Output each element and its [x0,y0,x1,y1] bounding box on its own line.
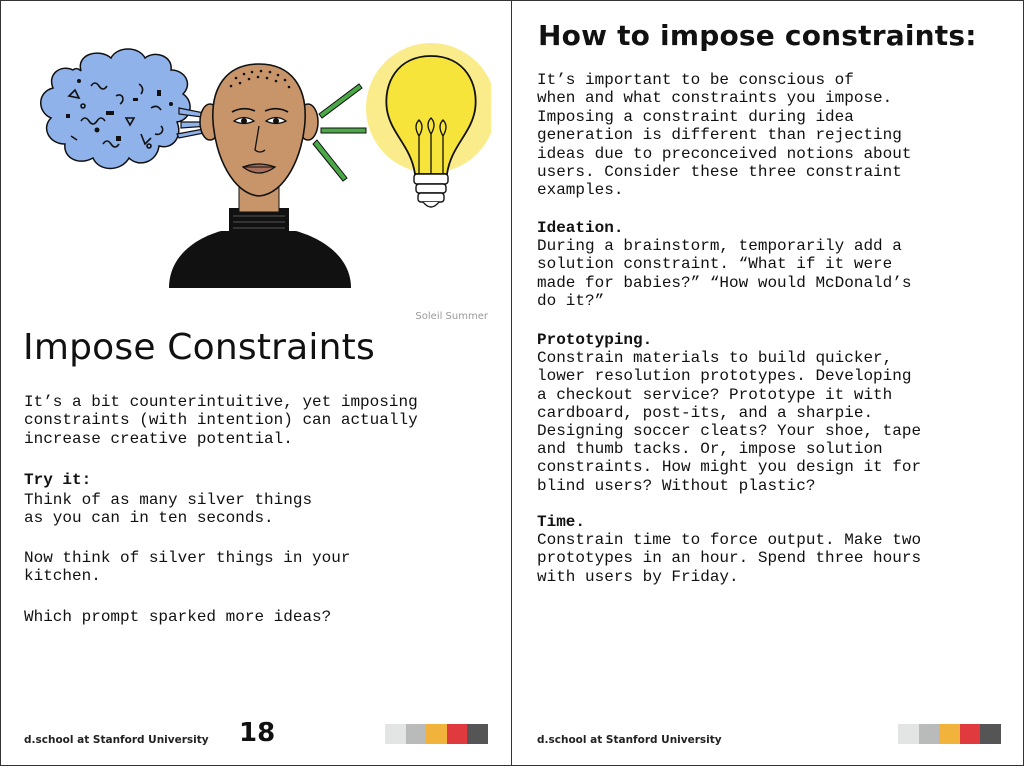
page-number: 18 [239,718,276,748]
left-page [0,0,513,766]
swatch [447,724,468,744]
time-heading: Time. [537,513,586,531]
try-it-paragraph: Think of as many silver things as you can in ten seconds. [24,491,313,528]
intro-paragraph: It’s a bit counterintuitive, yet imposing constraints (with intention) can actually increase creative potential. [24,393,418,448]
ideation-heading: Ideation. [537,219,624,237]
swatch [919,724,940,744]
swatch [385,724,406,744]
kitchen-paragraph: Now think of silver things in your kitchen. [24,549,351,586]
right-footer: d.school at Stanford University [537,734,722,746]
light-bulb-icon [366,43,491,207]
output-lines [313,84,366,181]
swatch [898,724,919,744]
color-swatches-right [898,724,1001,744]
time-text: Constrain time to force output. Make two prototypes in an hour. Spend three hours with users by Friday. [537,531,922,586]
time-section [537,513,1007,586]
swatch [980,724,1001,744]
color-swatches-left [385,724,488,744]
right-page [511,0,1024,766]
swatch [406,724,427,744]
ideation-section [537,219,1007,310]
image-credit: Soleil Summer [415,311,488,322]
prototyping-heading: Prototyping. [537,331,653,349]
thought-cloud-icon [41,49,190,169]
prototyping-section [537,331,1007,495]
page-title: Impose Constraints [23,327,375,368]
swatch [960,724,981,744]
right-intro-paragraph: It’s important to be conscious of when and what constraints you impose. Imposing a constraint during idea generation is different than rejecting ideas due to preconceived notions about users. Consider these three constraint examples. [537,71,912,200]
try-it-heading: Try it: [24,471,92,489]
swatch [467,724,488,744]
illustration [21,26,491,301]
swatch [426,724,447,744]
swatch [939,724,960,744]
left-footer: d.school at Stanford University [24,734,209,746]
question-paragraph: Which prompt sparked more ideas? [24,608,332,626]
ideation-text: During a brainstorm, temporarily add a solution constraint. “What if it were made for babies?” “How would McDonald’s do it?” [537,237,912,310]
prototyping-text: Constrain materials to build quicker, lower resolution prototypes. Developing a checkout service? Prototype it with cardboard, post-its, and a sharpie. Designing soccer cleats? Your shoe, tape and thumb tacks. Or, impose solution constraints. How might you design it for blind users? Without plastic? [537,349,922,495]
section-title: How to impose constraints: [538,19,977,52]
person-illustration [169,64,351,288]
